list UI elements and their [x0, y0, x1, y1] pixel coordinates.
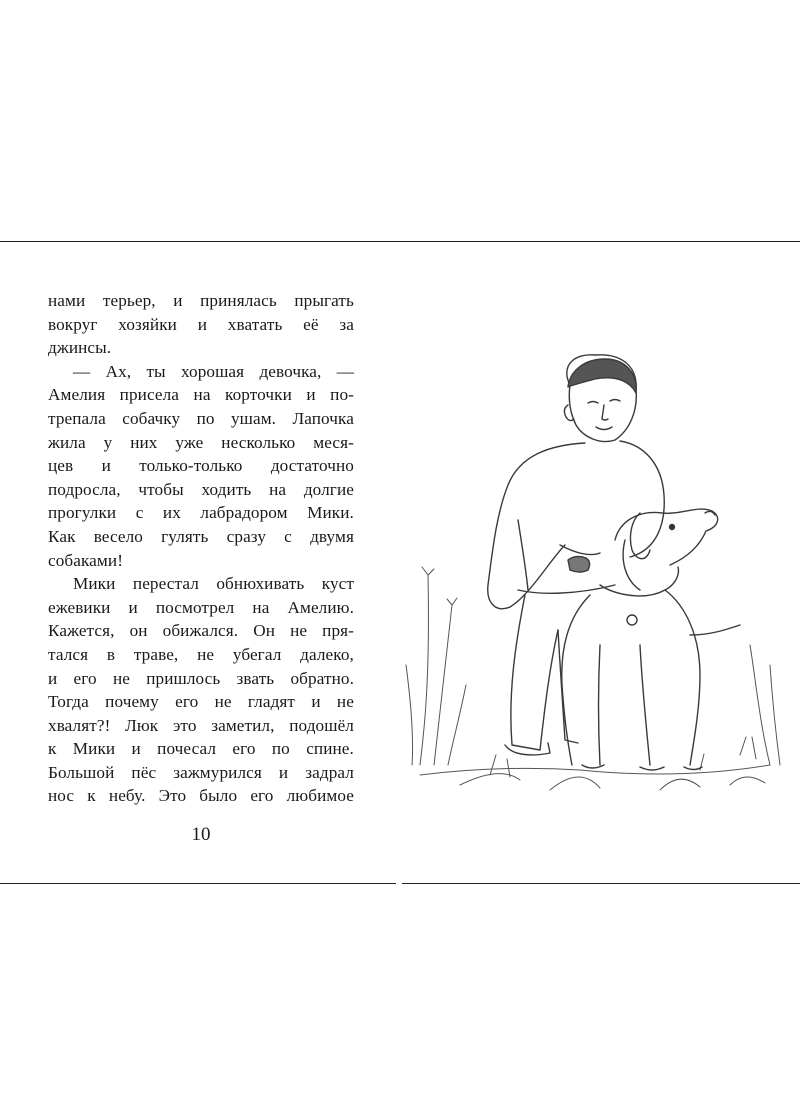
word: Люк — [125, 715, 159, 735]
word: хватать — [227, 314, 283, 334]
text-line — [48, 313, 354, 337]
text-line — [48, 667, 354, 691]
text-line — [48, 690, 354, 714]
text-line — [48, 289, 354, 313]
word: корточки — [225, 385, 292, 405]
word: подросла, — [48, 479, 121, 499]
word: не — [336, 692, 354, 712]
word: хорошая — [180, 361, 245, 381]
word: ходить — [201, 479, 252, 499]
word: по- — [330, 385, 354, 405]
word: жила — [48, 432, 86, 452]
text-line — [48, 596, 354, 620]
text-line — [48, 501, 354, 525]
word: долгие — [303, 479, 354, 499]
word: трепала — [48, 408, 106, 428]
word: ежевики — [48, 597, 111, 617]
word: к — [48, 739, 57, 759]
word: сразу — [226, 526, 267, 546]
word: собачку — [122, 408, 181, 428]
word: весело — [93, 526, 143, 546]
word: по — [271, 739, 290, 759]
word: в — [106, 644, 116, 664]
word: только-только — [139, 456, 243, 476]
word: собаками! — [48, 550, 124, 570]
boy-head — [564, 355, 636, 442]
word: на — [252, 597, 270, 617]
word: меся- — [313, 432, 354, 452]
word: их — [162, 503, 181, 523]
word: них — [130, 432, 158, 452]
text-line — [48, 431, 354, 455]
word: спине. — [306, 739, 354, 759]
word: далеко, — [300, 644, 354, 664]
word: девочка, — [259, 361, 322, 381]
word: не — [290, 621, 308, 641]
text-line — [48, 572, 354, 596]
text-line — [48, 407, 354, 431]
word: и — [278, 762, 289, 782]
word: посмотрел — [155, 597, 235, 617]
text-line — [48, 549, 354, 573]
word: Мики — [73, 574, 116, 594]
word: ушам. — [230, 408, 277, 428]
dog — [562, 509, 740, 770]
word: терьер, — [102, 291, 156, 310]
word: с — [135, 503, 144, 523]
word: траве, — [133, 644, 179, 664]
word: лабрадором — [200, 503, 288, 523]
word: это — [172, 715, 197, 735]
word: у — [103, 432, 113, 452]
bottom-rule-left — [0, 883, 396, 884]
text-line — [48, 737, 354, 761]
text-line — [48, 525, 354, 549]
word: почему — [105, 692, 159, 712]
word: пря- — [322, 621, 354, 641]
text-line — [48, 478, 354, 502]
word: Тогда — [48, 692, 89, 712]
text-line — [48, 619, 354, 643]
word: было — [199, 786, 238, 806]
word: на — [193, 385, 211, 405]
word: звать — [236, 668, 275, 688]
text-line — [48, 714, 354, 738]
word: подошёл — [289, 715, 354, 735]
word: заметил, — [211, 715, 275, 735]
word: он — [129, 621, 148, 641]
word: и — [131, 739, 141, 759]
word: джинсы. — [48, 338, 112, 358]
word: двумя — [310, 526, 354, 546]
word: обнюхивать — [216, 574, 305, 594]
word: не — [112, 668, 130, 688]
word: пёс — [131, 762, 157, 782]
word: не — [214, 692, 232, 712]
word: Амелия — [48, 385, 106, 405]
word: несколько — [221, 432, 296, 452]
word: — — [336, 361, 354, 381]
word: Мики. — [307, 503, 354, 523]
word: Кажется, — [48, 621, 115, 641]
word: обратно. — [290, 668, 354, 688]
word: Большой — [48, 762, 115, 782]
word: Лапочка — [292, 408, 354, 428]
word: не — [197, 644, 215, 664]
word: его — [232, 739, 256, 759]
grass — [406, 567, 780, 790]
text-column — [48, 289, 354, 808]
word: его — [250, 786, 274, 806]
word: Он — [253, 621, 275, 641]
word: и — [48, 668, 58, 688]
word: задрал — [305, 762, 354, 782]
bottom-rule-right — [402, 883, 800, 884]
word: уже — [175, 432, 204, 452]
word: с — [284, 526, 292, 546]
word: за — [339, 314, 354, 334]
page-number: 10 — [191, 824, 211, 845]
word: Ах, — [105, 361, 132, 381]
text-line — [48, 784, 354, 808]
text-line — [48, 761, 354, 785]
word: и — [306, 385, 316, 405]
word: гладят — [247, 692, 296, 712]
word: по — [196, 408, 215, 428]
word: принялась — [200, 291, 277, 310]
word: к — [87, 786, 96, 806]
word: Как — [48, 526, 76, 546]
word: Мики — [72, 739, 116, 759]
boy-petting-dog-illustration — [400, 345, 795, 815]
word: его — [73, 668, 97, 688]
word: достаточно — [270, 456, 354, 476]
word: обижался. — [162, 621, 239, 641]
word: куст — [321, 574, 354, 594]
word: цев — [48, 456, 74, 476]
word: и — [173, 291, 183, 310]
word: его — [175, 692, 199, 712]
word: её — [303, 314, 319, 334]
text-line — [48, 643, 354, 667]
word: небу. — [108, 786, 146, 806]
word: и — [101, 456, 111, 476]
word: гулять — [161, 526, 209, 546]
word: на — [269, 479, 287, 499]
word: нос — [48, 786, 75, 806]
word: Это — [158, 786, 187, 806]
word: Амелию. — [287, 597, 354, 617]
word: — — [73, 361, 91, 381]
word: прыгать — [294, 291, 354, 310]
word: нами — [48, 291, 86, 310]
word: хозяйки — [118, 314, 177, 334]
word: вокруг — [48, 314, 98, 334]
boy-body — [488, 441, 665, 755]
word: прогулки — [48, 503, 117, 523]
text-line — [48, 383, 354, 407]
illustration-drawing — [400, 345, 795, 815]
word: хвалят?! — [48, 715, 111, 735]
text-line — [48, 336, 354, 360]
text-line — [48, 360, 354, 384]
word: чтобы — [138, 479, 184, 499]
word: присела — [119, 385, 180, 405]
word: зажмурился — [173, 762, 262, 782]
word: перестал — [132, 574, 199, 594]
word: ты — [146, 361, 166, 381]
top-rule — [0, 241, 800, 242]
word: и — [311, 692, 321, 712]
word: любимое — [286, 786, 354, 806]
word: пришлось — [146, 668, 221, 688]
word: тался — [48, 644, 89, 664]
word: почесал — [157, 739, 217, 759]
word: убегал — [232, 644, 282, 664]
word: и — [197, 314, 208, 334]
word: и — [128, 597, 138, 617]
text-line — [48, 454, 354, 478]
